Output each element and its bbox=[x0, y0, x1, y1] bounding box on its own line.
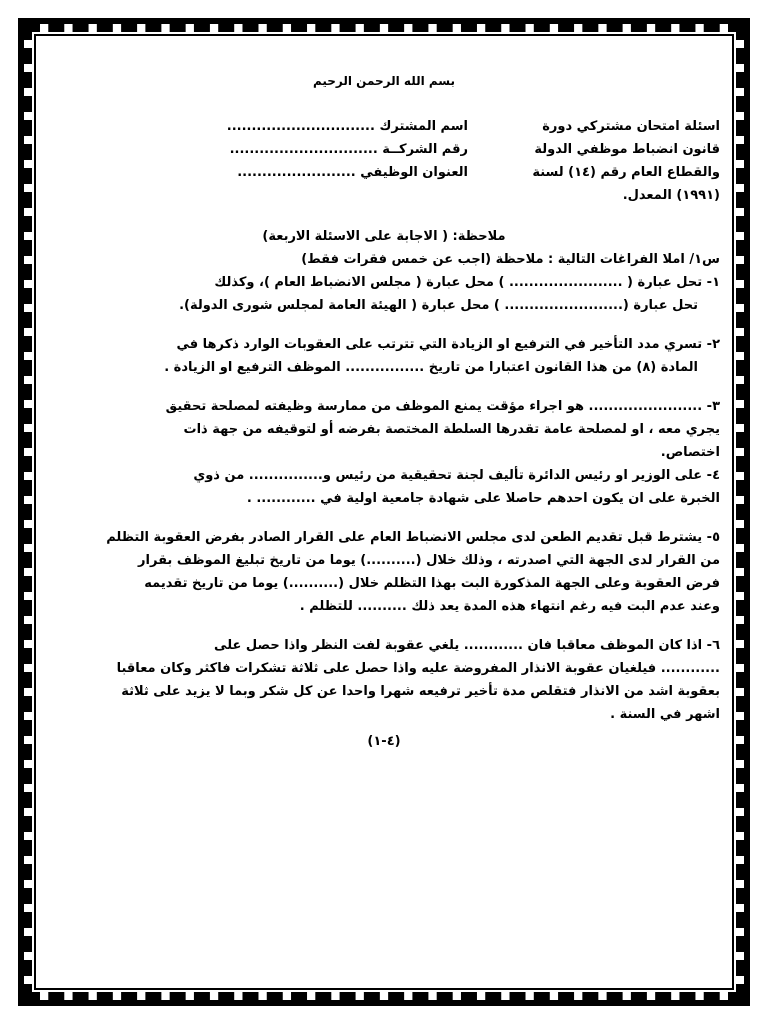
question-item-5 bbox=[48, 526, 720, 618]
participant-name-field: اسم المشترك .............................. bbox=[226, 119, 468, 134]
question-line: ٢- تسري مدد التأخير في الترفيع او الزيادة التي تترتب على العقوبات الوارد ذكرها في bbox=[176, 337, 720, 352]
question-line: وعند عدم البت فيه رغم انتهاء هذه المدة يعد ذلك .......... للتظلم . bbox=[299, 599, 720, 614]
question-line: اختصاص. bbox=[660, 445, 720, 460]
job-title-field: العنوان الوظيفي ........................ bbox=[237, 165, 468, 180]
question-line: ٦- اذا كان الموظف معاقبا فان ............ يلغي عقوبة لفت النظر واذا حصل على bbox=[214, 638, 720, 653]
question-item-3 bbox=[48, 395, 720, 464]
question-line: المادة (٨) من هذا القانون اعتبارا من تاريخ ................ الموظف الترفيع او الزيادة . bbox=[164, 360, 698, 375]
exam-title-line: قانون انضباط موظفي الدولة bbox=[534, 142, 720, 157]
basmala: بسم الله الرحمن الرحيم bbox=[312, 74, 456, 88]
exam-title-line: والقطاع العام رقم (١٤) لسنة bbox=[532, 165, 720, 180]
participant-info-block bbox=[48, 115, 468, 207]
exam-title-line: (١٩٩١) المعدل. bbox=[622, 188, 720, 203]
question-line: اشهر في السنة . bbox=[610, 707, 720, 722]
exam-title-line: اسئلة امتحان مشتركي دورة bbox=[542, 119, 720, 134]
page-number: (٤-١) bbox=[367, 734, 401, 749]
question-item-2 bbox=[48, 333, 720, 379]
exam-note: ملاحظة: ( الاجابة على الاسئلة الاربعة) bbox=[262, 229, 506, 244]
exam-sheet bbox=[48, 60, 720, 970]
question-line: بعقوبة اشد من الانذار فتقلص مدة تأخير ترفيعه شهرا واحدا عن كل شكر وبما لا يزيد على ثلاثة bbox=[121, 684, 720, 699]
question-line: ............ فيلغيان عقوبة الانذار المفروضة عليه واذا حصل على ثلاثة تشكرات فاكثر وكان معاقبا bbox=[116, 661, 720, 676]
question-line: ١- تحل عبارة ( ....................... ) محل عبارة ( مجلس الانضباط العام )، وكذلك bbox=[214, 275, 720, 290]
question-line: ٣- ....................... هو اجراء مؤقت يمنع الموظف من ممارسة وظيفته لمصلحة تحقيق bbox=[165, 399, 720, 414]
question-item-6 bbox=[48, 634, 720, 726]
question-item-1 bbox=[48, 271, 720, 317]
exam-title-block bbox=[515, 115, 720, 207]
question-line: ٤- على الوزير او رئيس الدائرة تأليف لجنة تحقيقية من رئيس و............... من ذوي bbox=[193, 468, 720, 483]
exam-header bbox=[48, 115, 720, 207]
question-line: من القرار لدى الجهة التي اصدرته ، وذلك خلال (..........) يوما من تاريخ تبليغ الموظف بقرار bbox=[138, 553, 720, 568]
question-line: الخبرة على ان يكون احدهم حاصلا على شهادة جامعية اولية في ............ . bbox=[246, 491, 720, 506]
question-line: يجري معه ، او لمصلحة عامة تقدرها السلطة المختصة بفرضه أو لتوقيفه من جهة ذات bbox=[183, 422, 720, 437]
question-line: فرض العقوبة وعلى الجهة المذكورة البت بهذا التظلم خلال (..........) يوما من تاريخ تقديمه bbox=[144, 576, 720, 591]
question-title: س١/ املا الفراغات التالية : ملاحظة (اجب عن خمس فقرات فقط) bbox=[301, 252, 720, 267]
question-line: تحل عبارة (........................ ) محل عبارة ( الهيئة العامة لمجلس شورى الدولة). bbox=[179, 298, 698, 313]
question-item-4 bbox=[48, 464, 720, 510]
company-number-field: رقم الشركــة .............................. bbox=[229, 142, 468, 157]
question-line: ٥- يشترط قبل تقديم الطعن لدى مجلس الانضباط العام على القرار الصادر بفرض العقوبة التظلم bbox=[106, 530, 720, 545]
